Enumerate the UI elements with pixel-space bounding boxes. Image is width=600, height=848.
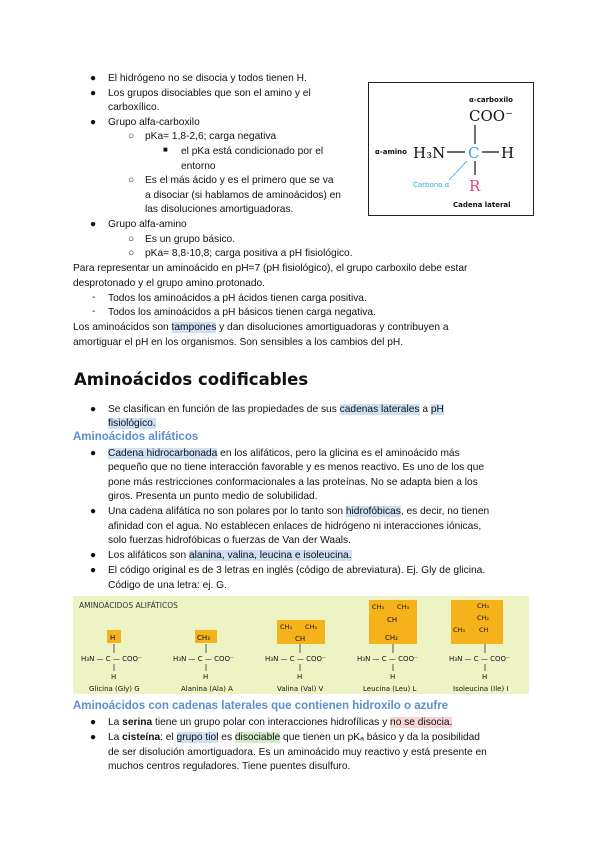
text-line: muchos centros reguladores. Tiene puentes disulfuro.	[108, 761, 351, 772]
pointer-carbono-alfa	[449, 161, 467, 180]
text-line: El hidrógeno no se disocia y todos tienen H.	[108, 73, 307, 84]
bullet-square: ■	[163, 145, 168, 154]
text-line: solo fuerzas hidrofóbicas o fuerzas de Van der Waals.	[108, 535, 351, 546]
text-line: pKa= 1,8-2,6; carga negativa	[145, 131, 277, 142]
text-line: afinidad con el agua. No establecen enlaces de hidrógeno ni interacciones iónicas,	[108, 521, 482, 532]
subsection-title-hidroxilo: Aminoácidos con cadenas laterales que contienen hidroxilo o azufre	[73, 700, 449, 712]
text-line	[108, 505, 489, 519]
text-span: Se clasifican en función de las propiedades de sus	[108, 404, 340, 415]
text-line: Para representar un aminoácido en pH=7 (pH fisiológico), el grupo carboxilo debe estar	[73, 263, 468, 274]
amino-acid-structure-figure	[368, 82, 534, 216]
text-line: Todos los aminoácidos a pH básicos tienen carga negativa.	[108, 307, 376, 318]
bullet-circle: ○	[128, 248, 135, 259]
text-line: desprotonado y el grupo amino protonado.	[73, 278, 266, 289]
backbone: H₃N — C — COO⁻	[81, 655, 142, 663]
bullet-dot: ●	[90, 219, 97, 230]
text-line: El código original es de 3 letras en inglés (código de abreviatura). Ej. Gly de glicina.	[108, 565, 486, 576]
text-line: amortiguar el pH en los organismos. Son sensibles a los cambios del pH.	[73, 337, 404, 348]
bullet-circle: ○	[128, 131, 135, 142]
text-line: Los grupos disociables que son el amino y el	[108, 88, 311, 99]
side-ch: CH	[479, 626, 489, 634]
label-r: R	[469, 177, 481, 195]
bullet-dot: ●	[90, 117, 97, 128]
backbone: H₃N — C — COO⁻	[357, 655, 418, 663]
aa-name: Leucina (Leu) L	[363, 685, 417, 693]
text-span: Los aminoácidos son	[73, 322, 172, 333]
text-span: y dan disoluciones amortiguadoras y contribuyen a	[216, 322, 449, 333]
highlight-no-se-disocia: no se disocia.	[390, 717, 453, 728]
text-span: tiene un grupo polar con interacciones hidrofílicas y	[152, 717, 391, 728]
backbone: H₃N — C — COO⁻	[173, 655, 234, 663]
label-alpha-carboxilo: α-carboxilo	[469, 96, 513, 104]
text-span: La	[108, 717, 123, 728]
bullet-dot: ●	[90, 506, 97, 517]
side-ch2: CH₂	[477, 614, 490, 622]
side-ch3: CH₃	[372, 603, 385, 611]
text-span: en los alifáticos, pero la glicina es el aminoácido más	[217, 448, 460, 459]
text-line: Es un grupo básico.	[145, 234, 236, 245]
text-line: Todos los aminoácidos a pH ácidos tienen carga positiva.	[108, 293, 367, 304]
text-line: Grupo alfa-carboxilo	[108, 117, 200, 128]
bullet-dot: ●	[90, 717, 97, 728]
text-span: Una cadena alifática no son polares por lo tanto son	[108, 506, 346, 517]
text-span: La	[108, 732, 123, 743]
text-line	[108, 716, 452, 730]
side-ch3: CH₃	[197, 634, 210, 642]
side-ch: CH	[295, 635, 306, 643]
label-alpha-amino: α-amino	[375, 148, 407, 156]
highlight-ph: pH	[430, 404, 444, 415]
side-ch3: CH₃	[280, 623, 293, 631]
bullet-dot: ●	[90, 73, 97, 84]
bullet-dot: ●	[90, 550, 97, 561]
bullet-dot: ●	[90, 404, 97, 415]
text-line	[108, 447, 460, 461]
dash-marker: -	[92, 306, 96, 317]
leucine-structure	[357, 600, 418, 693]
label-cadena-lateral: Cadena lateral	[453, 201, 511, 209]
aa-name: Alanina (Ala) A	[181, 685, 233, 693]
text-line: de ser disolución amortiguadora. Es un aminoácido muy reactivo y está presente en	[108, 747, 487, 758]
label-h: H	[501, 144, 515, 162]
label-coo: COO⁻	[469, 107, 513, 125]
highlight-fisiologico: fisiológico.	[108, 418, 156, 429]
text-line: Código de una letra: ej. G.	[108, 580, 227, 591]
label-c-alpha: C	[468, 144, 480, 162]
isoleucine-structure	[449, 600, 510, 693]
side-ch3: CH₃	[397, 603, 410, 611]
text-line	[108, 731, 480, 745]
highlight-cadena-hidrocarbonada: Cadena hidrocarbonada	[108, 448, 218, 459]
text-line: las disoluciones amortiguadoras.	[145, 204, 294, 215]
bottom-h: H	[390, 673, 396, 681]
text-line	[108, 403, 444, 417]
text-line: pequeño que no tiene interacción favorable y es menos reactivo. Es uno de los que	[108, 462, 485, 473]
highlight-cadenas-laterales: cadenas laterales	[339, 404, 420, 415]
label-carbono-alfa: Carbono α	[413, 181, 450, 189]
text-line: Es el más ácido y es el primero que se va	[145, 175, 334, 186]
side-ch3: CH₃	[477, 602, 490, 610]
aa-name: Isoleucina (Ile) I	[453, 685, 509, 693]
text-line	[73, 321, 448, 335]
text-line	[108, 549, 352, 563]
side-ch3: CH₃	[453, 626, 466, 634]
text-span: a	[419, 404, 431, 415]
bold-serina: serina	[122, 717, 153, 728]
alanine-structure	[173, 630, 234, 693]
bullet-circle: ○	[128, 234, 135, 245]
text-span: Los alifáticos son	[108, 550, 189, 561]
text-line: a disociar (si hablamos de aminoácidos) en	[145, 190, 341, 201]
bottom-h: H	[297, 673, 303, 681]
bullet-circle: ○	[128, 175, 135, 186]
highlight-hidrofobicas: hidrofóbicas	[345, 506, 401, 517]
text-span: : el	[160, 732, 177, 743]
text-line: pKa= 8,8-10,8; carga positiva a pH fisiológico.	[145, 248, 353, 259]
bottom-h: H	[482, 673, 488, 681]
highlight-alifaticos-list: alanina, valina, leucina e isoleucina.	[188, 550, 352, 561]
text-line: el pKa está condicionado por el	[181, 146, 324, 157]
text-span: que tienen un pKₐ básico y da la posibilidad	[280, 732, 480, 743]
bold-cisteina: cisteína	[122, 732, 161, 743]
text-span: es	[218, 732, 235, 743]
text-span: , es decir, no tienen	[400, 506, 490, 517]
aa-name: Glicina (Gly) G	[89, 685, 140, 693]
aa-name: Valina (Val) V	[277, 685, 324, 693]
bullet-dot: ●	[90, 732, 97, 743]
text-line: entorno	[181, 161, 216, 172]
text-line: pone más restricciones conformacionales a las proteínas. No se adapta bien a los	[108, 477, 478, 488]
text-line: giros. Presenta un punto medio de solubilidad.	[108, 491, 318, 502]
aliphatic-amino-acids-figure	[73, 596, 529, 694]
bullet-dot: ●	[90, 565, 97, 576]
highlight-grupo-tiol: grupo tiol	[176, 732, 219, 743]
side-ch3: CH₃	[305, 623, 318, 631]
backbone: H₃N — C — COO⁻	[265, 655, 326, 663]
valine-structure	[265, 620, 326, 693]
bullet-dot: ●	[90, 448, 97, 459]
highlight-disociable: disociable	[234, 732, 281, 743]
side-h: H	[110, 634, 116, 642]
side-ch2: CH₂	[385, 634, 398, 642]
backbone: H₃N — C — COO⁻	[449, 655, 510, 663]
aliphatic-structures	[73, 596, 529, 694]
glycine-structure	[81, 630, 142, 693]
side-ch: CH	[387, 616, 398, 624]
bottom-h: H	[203, 673, 209, 681]
figure-heading: AMINOÁCIDOS ALIFÁTICOS	[79, 601, 178, 610]
text-line	[108, 417, 156, 431]
text-line: carboxílico.	[108, 102, 160, 113]
structure-diagram	[369, 83, 533, 215]
bottom-h: H	[111, 673, 117, 681]
subsection-title-alifaticos: Aminoácidos alifáticos	[73, 431, 199, 443]
highlight-tampones: tampones	[171, 322, 217, 333]
label-h3n: H₃N	[413, 144, 446, 162]
dash-marker: -	[92, 292, 96, 303]
bullet-dot: ●	[90, 88, 97, 99]
text-line: Grupo alfa-amino	[108, 219, 187, 230]
section-title: Aminoácidos codificables	[74, 370, 309, 389]
